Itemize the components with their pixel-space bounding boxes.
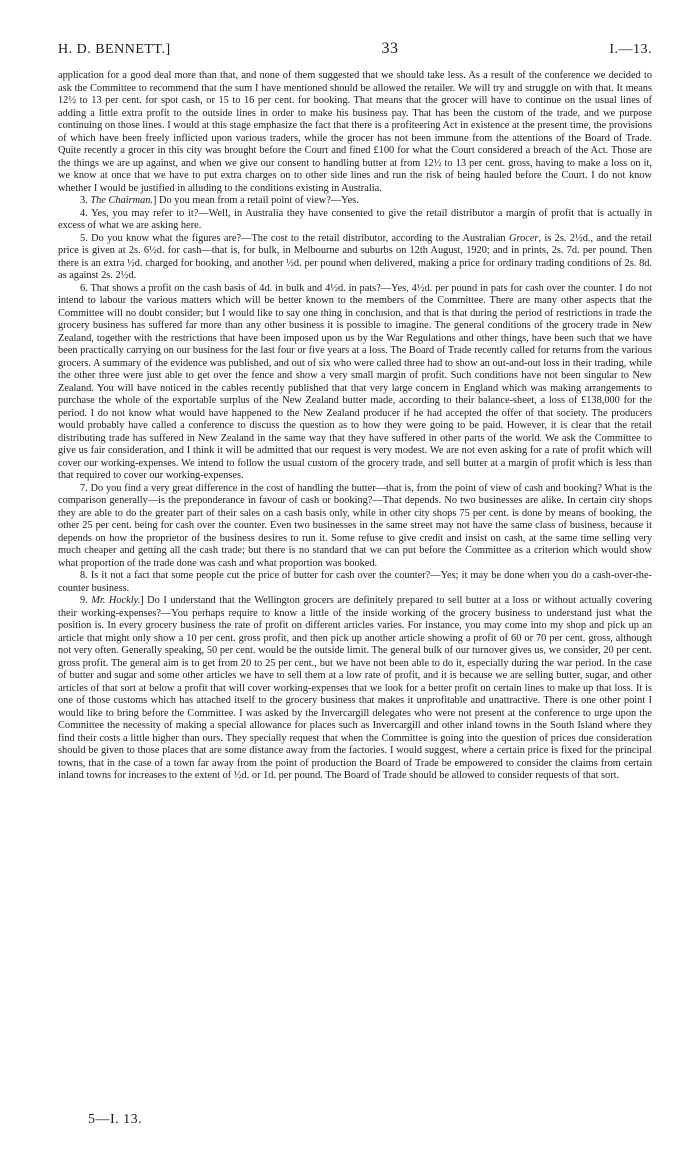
document-body [58, 70, 652, 783]
paragraph-7: 7. Do you find a very great difference in the cost of handling the butter—that is, from the point of view of cash and booking? What is the comparison generally—is the preponderance in favour of cash or booking?—That depends. No two businesses are alike. In certain city shops they are able to do the greater part of their sales on a cash basis only, while in other city shops 75 per cent. is done by means of booking, the other 25 per cent. being for cash over the counter. Even two businesses in the same street may not have the same class of business, because it depends on how the proprietor of the business desires to run it. Some refuse to give credit and insist on cash, at the same time selling very much cheaper and getting all the cash trade; but there is no standard that we can put before the Committee as a criterion which would show what proportion of the trade done was cash and what proportion was booked. [58, 482, 652, 569]
page-header [58, 40, 652, 58]
paragraph-9: 9. Mr. Hockly.] Do I understand that the Wellington grocers are definitely prepared to sell butter at a loss or without actually covering their working-expenses?—You perhaps require to know a little of the inside working of the grocery business to understand just what the position is. In every grocery business the rate of profit on different articles varies. For instance, you may come into my shop and pick up an article that might only show a 10 per cent. gross profit, and then pick up another article showing a profit of 60 or 70 per cent. gross, although not very often. Generally speaking, 50 per cent. would be the outside limit. The general bulk of our turnover gives us, we consider, 20 per cent. gross profit. The general aim is to get from 20 to 25 per cent., but we have not been able to do it, especially during the war period. In the case of butter and sugar and some other articles we have to sell them at a low rate of profit, and it is because we are selling butter, sugar, and other articles of that sort at below a profit that will cover working-expenses that we look for a better profit on certain lines to make up that loss. It is one of those customs which has attached itself to the grocery business that makes it unprofitable and unattractive. There is one other point I would like to bring before the Committee. I was asked by the Invercargill delegates who were not present at the conference to urge upon the Committee the necessity of making a special allowance for places such as Invercargill and other inland towns in the South Island where they find their costs a little higher than ours. They specially request that when the Committee is going into the question of prices due consideration should be given to those places that are some distance away from the factories. I would suggest, where a certain price is fixed for the principal towns, that in the case of a town far away from the point of production the Board of Trade be empowered to consider the claims from certain inland towns for increases to the extent of ½d. or 1d. per pound. The Board of Trade should be allowed to consider requests of that sort. [58, 595, 652, 781]
paragraph-3: 3. The Chairman.] Do you mean from a retail point of view?—Yes. [80, 195, 359, 206]
page-number: 33 [381, 40, 399, 57]
header-right: I.—13. [609, 42, 652, 57]
paragraph-5: 5. Do you know what the figures are?—The cost to the retail distributor, according to the Australian Grocer, is 2s. 2½d., and the retail price is given at 2s. 6½d. for cash—that is, for bulk, in Melbourne and suburbs on 12th August, 1920; and in prints, 2s. 7d. per pound. Then there is an extra ½d. charged for booking, and another ½d. per pound when delivered, making a price for ordinary trading conditions of 2s. 8d. as against 2s. 2½d. [58, 232, 652, 281]
paragraph-0: application for a good deal more than that, and none of them suggested that we should take less. As a result of the conference we decided to ask the Committee to recommend that the sum I have mentioned should be allowed the retailer. We will try and struggle on with that. It means 12½ to 13 per cent. for spot cash, or 15 to 16 per cent. for booking. That means that the grocer will have to continue on the usual lines of adding a little extra profit to the outside lines in order to make his business pay. That has been the custom of the trade, and we purpose continuing on those lines. I would at this stage emphasize the fact that there is a profiteering Act in existence at the present time, the provisions of which have been freely inflicted upon various traders, while the grocer has not been immune from the attentions of the Board of Trade. Quite recently a grocer in this city was brought before the Court and fined £100 for what the Court considered a breach of the Act. Those are the things we are up against, and when we give our consent to handling butter at from 12½ to 13 per cent. gross, having to make a loss on it, we know at once that we have to put extra charges on to other side lines and run the risk of being hauled before the Court. I do not know whether I would be justified in alluding to the conditions existing in Australia. [58, 70, 652, 194]
paragraph-6: 6. That shows a profit on the cash basis of 4d. in bulk and 4½d. in pats?—Yes, 4½d. per pound in pats for cash over the counter. I do not intend to labour the various matters which will be better known to the members of the Committee. There are many other aspects that the Committee will no doubt consider; but I would like to say one thing in conclusion, and that is that during the period of restrictions in trade the grocery business has suffered far more than any other business it is possible to imagine. The general conditions of the grocery trade in New Zealand, together with the restrictions that have been imposed upon us by the War Regulations and other things, have been such that we have been practically carrying on our business for the last four or five years at a loss. The Board of Trade recently called for returns from the various grocers. A summary of the evidence was published, and out of six who were called three had to show an out-and-out loss in their trading, while the other three were just able to get over the fence and show a very small margin of profit. Such conditions have not been singular to New Zealand. You will have noticed in the cables recently published that that very large concern in England which was making arrangements to purchase the whole of the exportable surplus of the New Zealand butter made, according to their balance-sheet, a loss of £138,000 for the period. I do not know what would have happened to the New Zealand producer if he had accepted the offer of that society. The producers would probably have called a conference to discuss the question as to how they were going to be paid. However, it is clear that the retail distributing trade has suffered in New Zealand in the same way that they have suffered in other parts of the world. We ask the Committee to give us fair consideration, and I think it will be admitted that our request is very modest. We are not even asking for a rate of profit which will cover our working-expenses. We intend to follow the usual custom of the grocery trade, and sell butter at a margin of profit which is less than that required to cover our working-expenses. [58, 282, 652, 481]
header-left: H. D. BENNETT.] [58, 42, 171, 57]
signature-mark: 5—I. 13. [88, 1112, 143, 1127]
paragraph-4: 4. Yes, you may refer to it?—Well, in Australia they have consented to give the retail distributor a margin of profit that is actually in excess of what we are asking here. [58, 207, 652, 231]
paragraph-8: 8. Is it not a fact that some people cut the price of butter for cash over the counter?—Yes; it may be done when you do a cash-over-the-counter business. [58, 570, 652, 594]
